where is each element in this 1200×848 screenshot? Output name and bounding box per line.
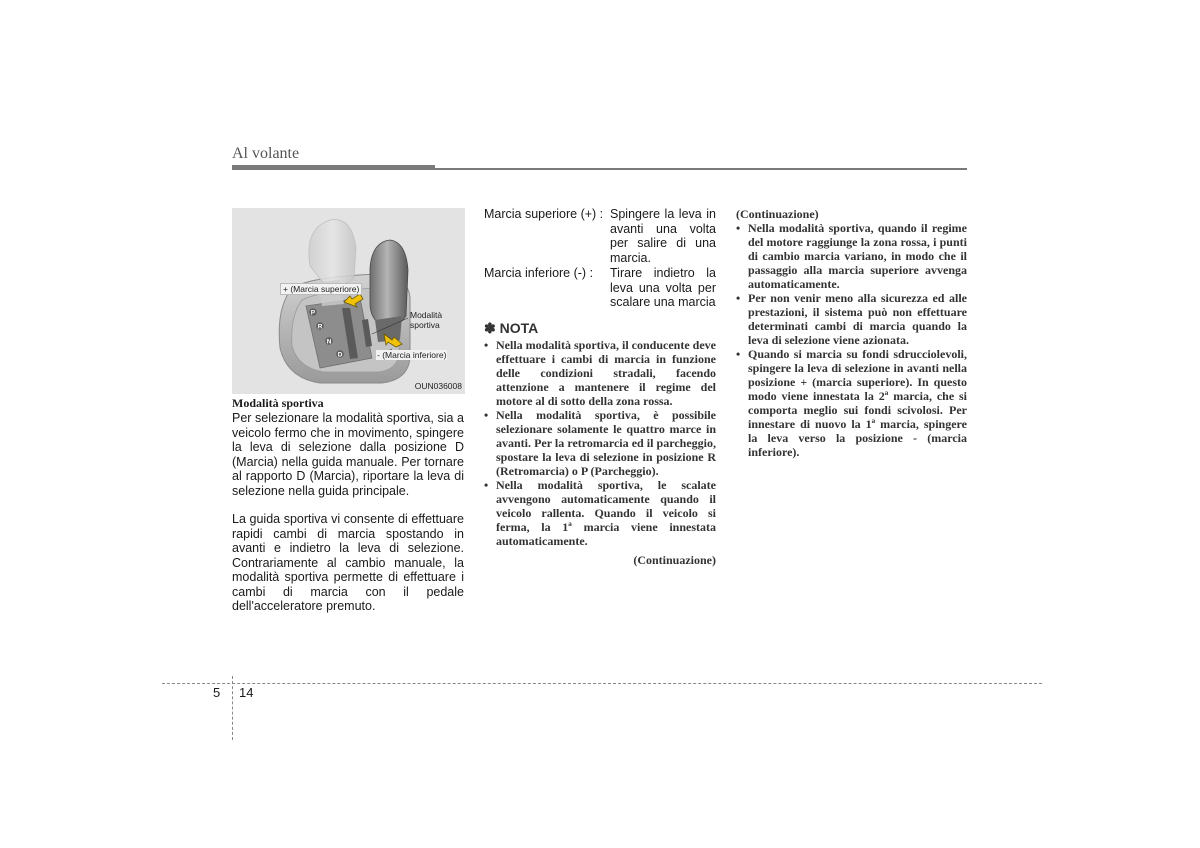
list-item: • Quando si marcia su fondi sdrucciolevoli, spingere la leva di selezione in avanti nella posizione + (marcia superiore). In questo modo viene innestata la 2ª marcia, che si comporta meglio sui fondi scivolosi. Per innestare di nuovo la 1ª marcia, spingere la leva verso la posizione - (marcia inferiore). bbox=[736, 347, 967, 459]
list-item: • Nella modalità sportiva, il conducente deve effettuare i cambi di marcia in funzione delle condizioni stradali, facendo attenzione a mantenere il regime del motore al di sotto della zona rossa. bbox=[484, 337, 716, 408]
paragraph: Per selezionare la modalità sportiva, sia a veicolo fermo che in movimento, spingere la leva di selezione dalla posizione D (Marcia) nella guida manuale. Per tornare al rapporto D (Marcia), riportare la leva di selezione nella guida principale. bbox=[232, 411, 464, 498]
gate-letter: N bbox=[326, 338, 332, 346]
list-item: • Nella modalità sportiva, le scalate avvengono automaticamente quando il veicolo rallenta. Quando il veicolo si ferma, la 1ª marcia viene innestata automaticamente. bbox=[484, 477, 716, 548]
column-right bbox=[736, 207, 967, 459]
gear-shift-illustration bbox=[232, 208, 465, 394]
footer-vertical-divider bbox=[232, 676, 233, 740]
definition-row bbox=[484, 207, 716, 265]
page-number: 14 bbox=[239, 685, 254, 700]
header-rule-thick bbox=[232, 165, 435, 170]
column-left bbox=[232, 396, 464, 614]
note-list bbox=[484, 338, 716, 548]
note-heading: ✽ NOTA bbox=[484, 319, 539, 336]
figure-label-up: + (Marcia superiore) bbox=[280, 283, 362, 295]
gate-letter: R bbox=[317, 323, 323, 331]
column-middle bbox=[484, 207, 716, 567]
definition-term: Marcia superiore (+) : bbox=[484, 207, 604, 221]
chapter-number: 5 bbox=[213, 685, 221, 700]
gate-letter: P bbox=[310, 309, 316, 317]
footer-divider bbox=[162, 683, 1042, 684]
definition-desc: Spingere la leva in avanti una volta per salire di una marcia. bbox=[610, 207, 716, 265]
definition-desc: Tirare indietro la leva una volta per scalare una marcia bbox=[610, 266, 716, 309]
note-list-continued bbox=[736, 221, 967, 459]
subheading: Modalità sportiva bbox=[232, 396, 324, 410]
continued-heading: (Continuazione) bbox=[736, 207, 819, 221]
figure-label-sport: Modalità sportiva bbox=[410, 310, 443, 330]
list-item: • Nella modalità sportiva, è possibile selezionare solamente le quattro marce in avanti. Per la retromarcia ed il parcheggio, spostare la leva di selezione in posizione R (Retromarcia) o P (Parcheggio). bbox=[484, 407, 716, 478]
gate-letter: D bbox=[337, 351, 343, 359]
section-title: Al volante bbox=[232, 145, 300, 162]
gear-shift-drawing bbox=[232, 208, 465, 394]
figure-label-down: - (Marcia inferiore) bbox=[377, 350, 447, 360]
figure-code: OUN036008 bbox=[414, 381, 462, 391]
header-rule-thin bbox=[435, 168, 967, 170]
paragraph: La guida sportiva vi consente di effettuare rapidi cambi di marcia spostando in avanti e indietro la leva di selezione. Contrariamente al cambio manuale, la modalità sportiva permette di effettuare i cambi di marcia con il pedale dell'acceleratore premuto. bbox=[232, 512, 464, 613]
list-item: • Nella modalità sportiva, quando il regime del motore raggiunge la zona rossa, i punti di cambio marcia variano, in modo che il passaggio alla marcia superiore avvenga automaticamente. bbox=[736, 221, 967, 291]
list-item: • Per non venir meno alla sicurezza ed alle prestazioni, il sistema può non effettuare determinati cambi di marcia quando la leva di selezione viene azionata. bbox=[736, 291, 967, 347]
definition-term: Marcia inferiore (-) : bbox=[484, 266, 594, 280]
definition-row bbox=[484, 266, 716, 310]
continued-label: (Continuazione) bbox=[633, 552, 716, 567]
